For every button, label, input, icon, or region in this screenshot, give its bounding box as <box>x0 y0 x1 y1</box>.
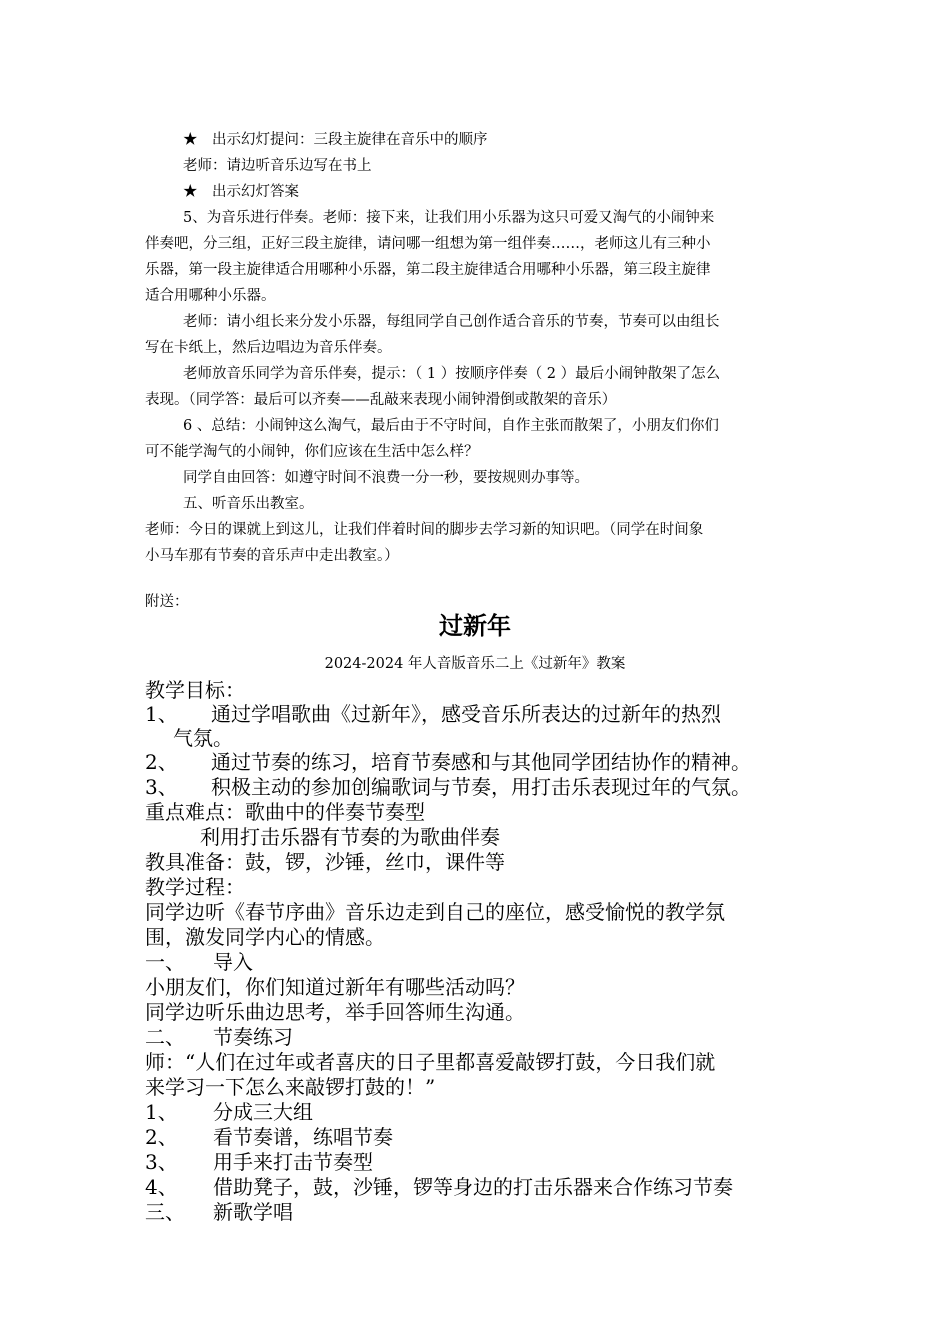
intro-activity: 同学边听乐曲边思考，举手回答师生沟通。 <box>145 1000 525 1024</box>
section-five-line: 五、听音乐出教室。 <box>183 496 314 512</box>
closing-line: 老师：今日的课就上到这儿，让我们伴着时间的脚步去学习新的知识吧。（同学在时间象 <box>145 522 704 538</box>
step-text: 用手来打击节奏型 <box>213 1150 373 1174</box>
teaching-tools: 教具准备：鼓，锣，沙锤，丝巾，课件等 <box>145 850 505 874</box>
step-text: 分成三大组 <box>213 1100 313 1124</box>
section-number: 二、 <box>145 1025 185 1049</box>
step-text: 借助凳子，鼓，沙锤，锣等身边的打击乐器来合作练习节奏 <box>213 1175 733 1199</box>
section-title: 新歌学唱 <box>213 1200 293 1224</box>
lesson-subtitle: 2024-2024 年人音版音乐二上《过新年》教案 <box>324 656 626 672</box>
goal-continuation: 气氛。 <box>173 726 233 750</box>
section-heading <box>145 1196 293 1225</box>
process-intro: 同学边听《春节序曲》音乐边走到自己的座位，感受愉悦的教学氛 <box>145 900 725 924</box>
goal-text: 通过节奏的练习，培育节奏感和与其他同学团结协作的精神。 <box>211 750 751 774</box>
summary-line: 6 、总结：小闹钟这么淘气，最后由于不守时间，自作主张而散架了，小朋友们你们 <box>183 418 719 434</box>
slide-question-line: ★ 出示幻灯提问：三段主旋律在音乐中的顺序 <box>183 132 488 148</box>
step-number: 1、 <box>145 1100 178 1124</box>
key-points: 重点难点：歌曲中的伴奏节奏型 <box>145 800 425 824</box>
teacher-instruction-line: 老师：请边听音乐边写在书上 <box>183 158 372 174</box>
goal-text: 通过学唱歌曲《过新年》，感受音乐所表达的过新年的热烈 <box>211 702 721 726</box>
section-title: 导入 <box>213 950 253 974</box>
paragraph-5-line: 伴奏吧，分三组，正好三段主旋律，请问哪一组想为第一组伴奏……，老师这儿有三种小 <box>145 236 711 252</box>
teacher-paragraph-line: 老师：请小组长来分发小乐器，每组同学自己创作适合音乐的节奏，节奏可以由组长 <box>183 314 720 330</box>
play-music-line: 老师放音乐同学为音乐伴奏，提示：（ 1 ）按顺序伴奏（ 2 ）最后小闹钟散架了怎么 <box>183 366 721 382</box>
play-music-line: 表现。（同学答：最后可以齐奏——乱敲来表现小闹钟滑倒或散架的音乐） <box>145 392 617 408</box>
slide-answer-line: ★ 出示幻灯答案 <box>183 184 299 200</box>
appendix-label: 附送： <box>145 594 189 610</box>
step-number: 3、 <box>145 1150 178 1174</box>
paragraph-5-line: 5、为音乐进行伴奏。老师：接下来，让我们用小乐器为这只可爱又淘气的小闹钟来 <box>183 210 715 226</box>
goal-number: 2、 <box>145 750 178 774</box>
goal-text: 积极主动的参加创编歌词与节奏，用打击乐表现过年的气氛。 <box>211 775 751 799</box>
student-answer-line: 同学自由回答：如遵守时间不浪费一分一秒，要按规则办事等。 <box>183 470 589 486</box>
goals-label: 教学目标： <box>145 678 245 702</box>
summary-line: 可不能学淘气的小闹钟，你们应该在生活中怎么样？ <box>145 444 479 460</box>
section-number: 一、 <box>145 950 185 974</box>
paragraph-5-line: 适合用哪种小乐器。 <box>145 288 276 304</box>
intro-question: 小朋友们，你们知道过新年有哪些活动吗？ <box>145 975 525 999</box>
goal-number: 1、 <box>145 702 178 726</box>
section-number: 三、 <box>145 1200 185 1224</box>
section-title: 节奏练习 <box>213 1025 293 1049</box>
key-points-2: 利用打击乐器有节奏的为歌曲伴奏 <box>200 825 500 849</box>
step-number: 2、 <box>145 1125 178 1149</box>
teacher-paragraph-line: 写在卡纸上，然后边唱边为音乐伴奏。 <box>145 340 392 356</box>
teacher-quote: 来学习一下怎么来敲锣打鼓的！” <box>145 1075 436 1099</box>
lesson-title: 过新年 <box>439 612 511 640</box>
goal-number: 3、 <box>145 775 178 799</box>
process-intro: 围，激发同学内心的情感。 <box>145 925 385 949</box>
step-text: 看节奏谱，练唱节奏 <box>213 1125 393 1149</box>
process-label: 教学过程： <box>145 875 245 899</box>
closing-line: 小马车那有节奏的音乐声中走出教室。） <box>145 548 399 564</box>
paragraph-5-line: 乐器，第一段主旋律适合用哪种小乐器，第二段主旋律适合用哪种小乐器，第三段主旋律 <box>145 262 711 278</box>
teacher-quote: 师：“人们在过年或者喜庆的日子里都喜爱敲锣打鼓，今日我们就 <box>145 1050 716 1074</box>
step-number: 4、 <box>145 1175 178 1199</box>
